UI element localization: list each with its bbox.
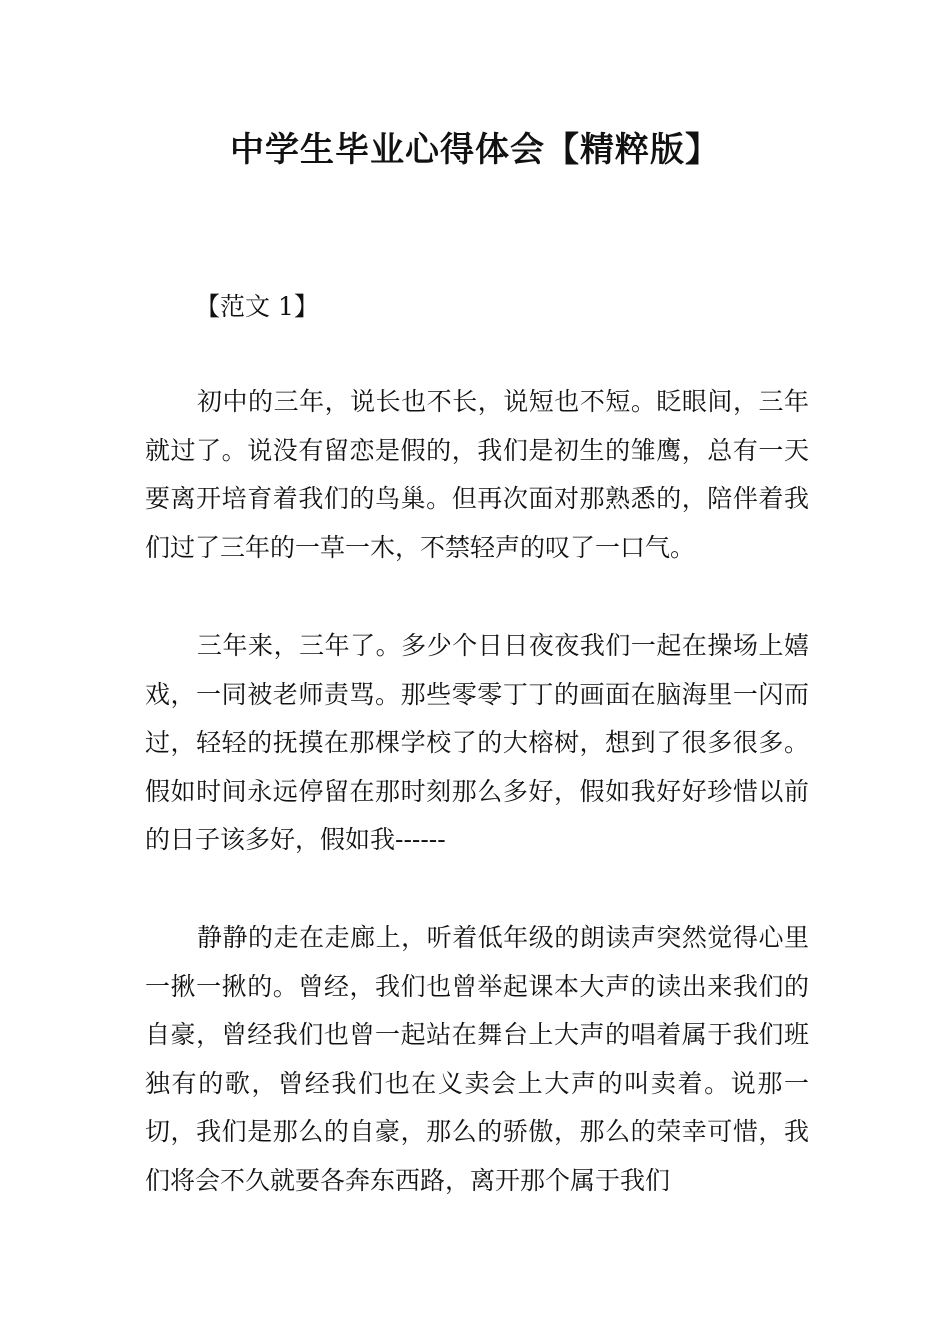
- paragraph-3: 静静的走在走廊上，听着低年级的朗读声突然觉得心里一揪一揪的。曾经，我们也曾举起课本大声的读出来我们的自豪，曾经我们也曾一起站在舞台上大声的唱着属于我们班独有的歌，曾经我们也在义卖会上大声的叫卖着。说那一切，我们是那么的自豪，那么的骄傲，那么的荣幸可惜，我们将会不久就要各奔东西路，离开那个属于我们: [145, 923, 809, 1195]
- paragraph-1: 初中的三年，说长也不长，说短也不短。眨眼间，三年就过了。说没有留恋是假的，我们是初生的雏鹰，总有一天要离开培育着我们的鸟巢。但再次面对那熟悉的，陪伴着我们过了三年的一草一木，不禁轻声的叹了一口气。: [145, 387, 809, 562]
- section-label: 【范文 1】: [195, 292, 319, 321]
- document-title: 中学生毕业心得体会【精粹版】: [230, 130, 720, 170]
- paragraph-2: 三年来，三年了。多少个日日夜夜我们一起在操场上嬉戏，一同被老师责骂。那些零零丁丁的画面在脑海里一闪而过，轻轻的抚摸在那棵学校了的大榕树，想到了很多很多。假如时间永远停留在那时刻那么多好，假如我好好珍惜以前的日子该多好，假如我------: [145, 631, 809, 854]
